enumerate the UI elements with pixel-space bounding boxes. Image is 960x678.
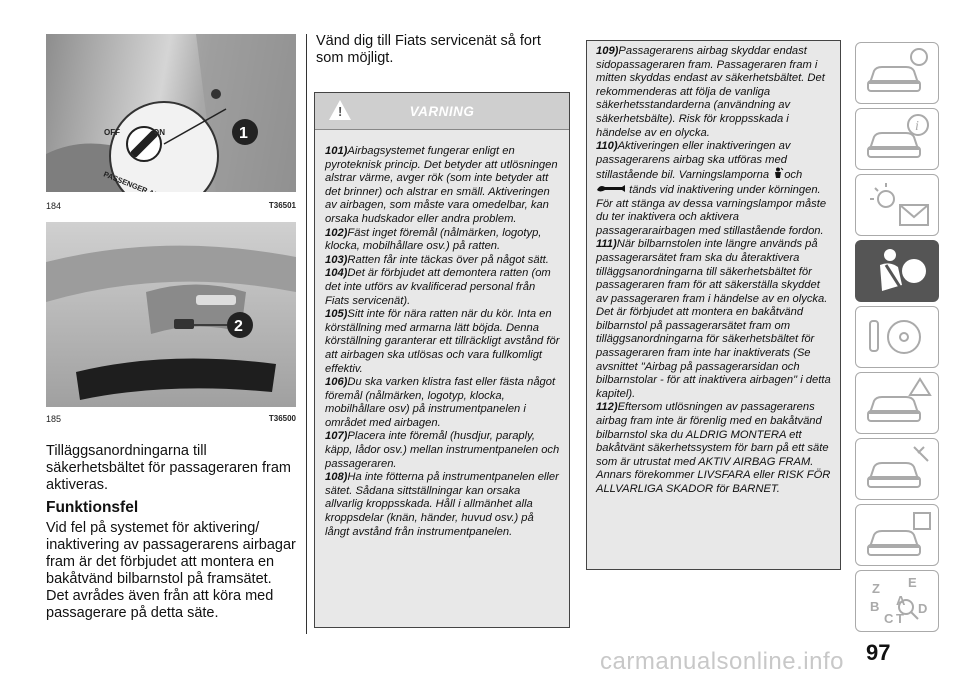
list-item: 111)När bilbarnstolen inte längre används på passagerarsätet fram ska du återaktivera tilläggsanordningarna till säkerhetsbältet för passageraren fram för att säkerställa skyddet av passageraren fram i händelse av en olycka. Det är förbjudet att montera en bakåtvänd bilbarnstol på passagerarsätet fram om tilläggsanordningarna för säkerhetsbältet för passageraren fram inte har inaktiverats (Se avsnittet "Airbag på passagerarsidan och bilbarnstolar - för att inaktivera airbagen" i detta kapitel). xyxy=(596,238,831,400)
svg-text:A: A xyxy=(896,593,906,608)
figure-185-code: T36500 xyxy=(268,414,296,423)
technical-data-icon xyxy=(856,505,938,565)
tab-info[interactable] xyxy=(855,108,939,170)
figure-185-photo xyxy=(46,222,296,407)
svg-text:E: E xyxy=(908,575,917,590)
svg-text:C: C xyxy=(884,611,894,626)
list-item: 102)Fäst inget föremål (nålmärken, logotyp, klocka, mobilhållare osv.) på ratten. xyxy=(325,226,542,253)
heading-funktionsfel: Funktionsfel xyxy=(46,499,139,516)
list-item: 110)Aktiveringen eller inaktiveringen av passagerarens airbag ska utföras med stillastående bil. Varningslamporna och tänds vid inaktivering under körningen. För att stänga av dessa varningslampor måste du ter inaktivera och aktivera passagerarairbagen med stillastående fordon. xyxy=(596,140,827,237)
left-intro: Tilläggsanordningarna till säkerhetsbältet för passageraren fram aktiveras. xyxy=(46,443,292,493)
tab-steering-key[interactable] xyxy=(855,306,939,368)
column-divider xyxy=(306,34,307,634)
svg-text:Z: Z xyxy=(872,581,880,596)
figure-184-photo xyxy=(46,34,296,192)
list-item: 104)Det är förbjudet att demontera ratten (om det inte utförs av kvalificerad personal från Fiats servicenät). xyxy=(325,267,551,307)
list-item: 109)Passagerarens airbag skyddar endast sidopassageraren fram. Passageraren fram i mitten skyddas endast av säkerhetsbältet. Det rekommenderas att följa de vanliga säkerhetsstandarderna (användning av säkerhetsbälte). Risk för kroppsskada i händelse av en olycka. xyxy=(596,45,825,139)
label-off: OFF xyxy=(104,128,120,137)
emergency-car-icon xyxy=(856,373,938,433)
list-item: 108)Ha inte fötterna på instrumentpanelen eller sätet. Sådana sittställningar kan orsaka allvarlig kroppsskada. Håll i allmänhet alla kroppsdelar (knän, händer, huvud osv.) på långt avstånd från instrumentpanelen. xyxy=(325,471,559,538)
figure-185-number: 185 xyxy=(46,414,62,424)
maintenance-car-icon xyxy=(856,439,938,499)
svg-text:i: i xyxy=(915,119,919,134)
tab-maintenance[interactable] xyxy=(855,438,939,500)
list-item: 112)Eftersom utlösningen av passagerarens airbag fram inte är förenlig med en bakåtvänd bilbarnstol ska du ALDRIG MONTERA ett bakåtvänt säkerhetssystem för barn på ett säte som är utrustat med AKTIV AIRBAG FRAM. Annars förekommer LIVSFARA eller RISK FÖR ALLVARLIGA SKADOR för BARNET. xyxy=(596,401,831,495)
tab-car-info[interactable] xyxy=(855,42,939,104)
list-item: 105)Sitt inte för nära ratten när du kör. Inta en körställning med armarna lätt böjda. Denna körställning garanterar ett tillräckligt avstånd för att airbagen ska utlösas och vara fullkomligt effektiv. xyxy=(325,308,560,375)
tab-emergency[interactable] xyxy=(855,372,939,434)
warning-box-continued xyxy=(586,40,841,570)
figure-184-code: T36501 xyxy=(268,201,296,210)
car-info-icon xyxy=(856,43,938,103)
callout-1: 1 xyxy=(239,125,248,142)
wrench-warning-icon xyxy=(596,183,626,194)
warning-lights-icon xyxy=(856,175,938,235)
tab-index[interactable] xyxy=(855,570,939,632)
warning-box xyxy=(314,92,570,628)
tab-airbag-safety[interactable] xyxy=(855,240,939,302)
figure-184-number: 184 xyxy=(46,201,62,211)
tab-technical-data[interactable] xyxy=(855,504,939,566)
svg-text:B: B xyxy=(870,599,880,614)
left-body: Vid fel på systemet för aktivering/ inaktivering av passagerarens airbagar fram är det förbjudet att montera en bakåtvänd bilbarnstol på framsätet. Det avrådes även från att köra med passagerare på detta säte. xyxy=(46,520,296,621)
list-item: 107)Placera inte föremål (husdjur, paraply, käpp, lådor osv.) mellan instrumentpanelen och passageraren. xyxy=(325,430,560,470)
info-icon xyxy=(856,109,938,169)
airbag-safety-icon xyxy=(856,241,938,301)
warning-title: VARNING xyxy=(409,104,475,119)
warning-header xyxy=(315,93,569,130)
svg-text:D: D xyxy=(918,601,928,616)
index-icon xyxy=(856,571,938,631)
list-item: 103)Ratten får inte täckas över på något sätt. xyxy=(325,253,549,266)
watermark: carmanualsonline.info xyxy=(600,648,844,675)
tab-warning-lights[interactable] xyxy=(855,174,939,236)
list-item: 106)Du ska varken klistra fast eller fästa något föremål (nålmärken, logotyp, klocka, mobilhållare osv) på instrumentpanelen i området med airbagen. xyxy=(325,376,556,429)
label-passenger-airbag: PASSENGER xyxy=(102,169,149,192)
steering-key-icon xyxy=(856,307,938,367)
callout-2: 2 xyxy=(234,318,243,335)
svg-text:T: T xyxy=(896,611,904,626)
warning-text-continued xyxy=(596,45,834,497)
label-on: ON xyxy=(153,128,165,137)
middle-intro: Vänd dig till Fiats servicenät så fort som möjligt. xyxy=(316,33,541,66)
airbag-off-warning-icon xyxy=(772,167,784,179)
page-number: 97 xyxy=(866,640,891,665)
warning-text xyxy=(325,145,561,539)
list-item: 101)Airbagsystemet fungerar enligt en pyroteknisk princip. Det betyder att utlösningen alstrar värme, avger rök (som inte betyder att det brinner) och alstrar en smäll. Aktiveringen av airbagen, som måste vara omedelbar, kan orsaka hudskador eller andra problem. xyxy=(325,145,558,225)
